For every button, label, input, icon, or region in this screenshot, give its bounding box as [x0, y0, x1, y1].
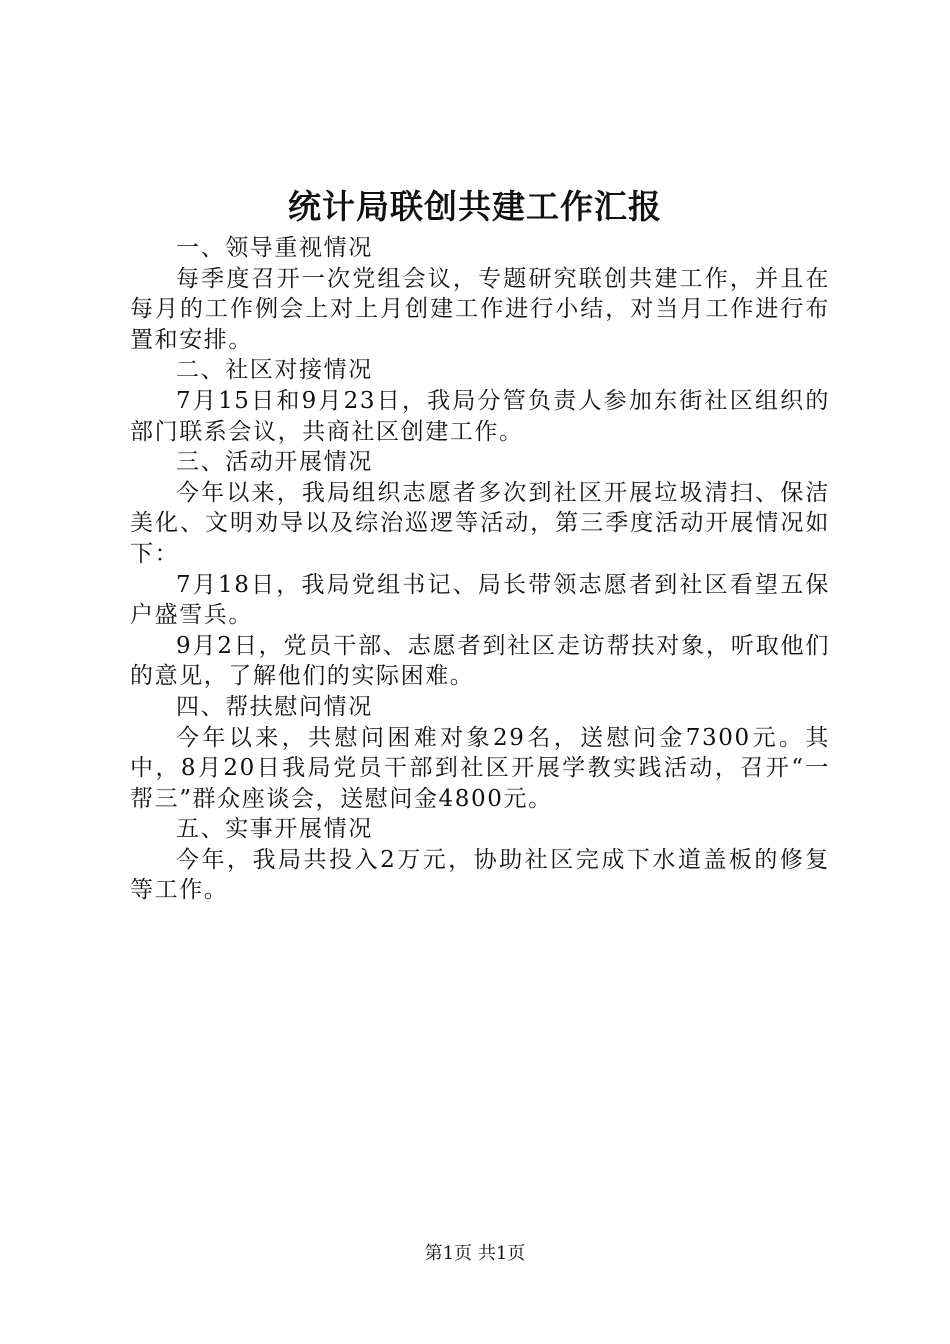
paragraph-leadership: 每季度召开一次党组会议，专题研究联创共建工作，并且在每月的工作例会上对上月创建工作进行小结，对当月工作进行布置和安排。 — [130, 265, 830, 353]
paragraph-activity-july: 7月18日，我局党组书记、局长带领志愿者到社区看望五保户盛雪兵。 — [130, 571, 830, 629]
section-heading-practical: 五、实事开展情况 — [176, 816, 373, 843]
section-heading-leadership: 一、领导重视情况 — [176, 235, 373, 261]
paragraph-assistance: 今年以来，共慰问困难对象29名，送慰问金7300元。其中，8月20日我局党员干部到社区开展学教实践活动，召开“一帮三”群众座谈会，送慰问金4800元。 — [130, 724, 830, 812]
section-heading-assistance: 四、帮扶慰问情况 — [176, 693, 373, 720]
document-body — [130, 233, 830, 906]
page-footer: 第1页 共1页 — [424, 1243, 526, 1264]
paragraph-community: 7月15日和9月23日，我局分管负责人参加东街社区组织的部门联系会议，共商社区创建工作。 — [130, 387, 830, 445]
section-heading-activities: 三、活动开展情况 — [176, 449, 373, 476]
paragraph-activity-september: 9月2日，党员干部、志愿者到社区走访帮扶对象，听取他们的意见，了解他们的实际困难。 — [130, 632, 830, 690]
paragraph-practical: 今年，我局共投入2万元，协助社区完成下水道盖板的修复等工作。 — [130, 846, 830, 904]
paragraph-activities-intro: 今年以来，我局组织志愿者多次到社区开展垃圾清扫、保洁美化、文明劝导以及综治巡逻等活动，第三季度活动开展情况如下： — [130, 479, 830, 567]
document-title: 统计局联创共建工作汇报 — [288, 187, 662, 226]
section-heading-community: 二、社区对接情况 — [176, 357, 373, 384]
